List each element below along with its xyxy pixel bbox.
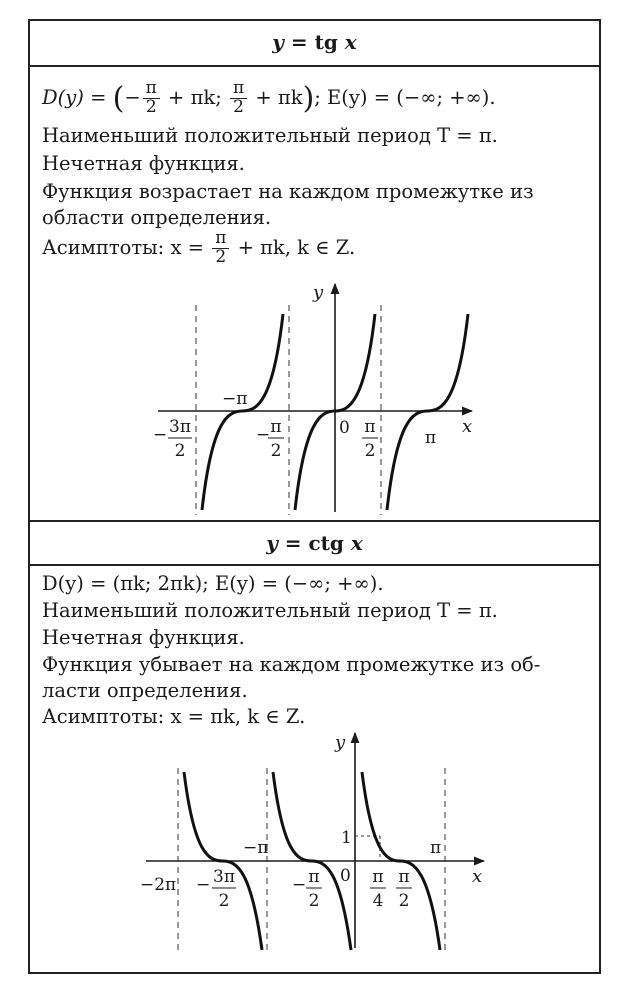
- ctg-tick-pi: π: [430, 838, 442, 858]
- ctg-tick-neg-3pi2-minus: −: [196, 875, 211, 895]
- ctg-monotonic-1: Функция убывает на каждом промежутке из об-: [42, 653, 541, 676]
- ctg-odd: Нечетная функция.: [42, 626, 245, 649]
- tg-tick-neg-pi2-minus: −: [256, 425, 271, 445]
- tg-curve-branch: [387, 314, 468, 510]
- tg-curve-branch: [202, 314, 283, 510]
- tg-period: Наименьший положительный период T = π.: [42, 124, 498, 147]
- tg-origin-label: 0: [339, 418, 350, 438]
- tg-graph: [153, 282, 472, 515]
- tg-x-label: x: [462, 416, 473, 437]
- tg-asymptotes: Асимптоты: x = $\frac{\pi}{2}$ + πk, k ∈ Z.: [42, 228, 356, 267]
- tg-tick-neg-pi2-den: 2: [270, 441, 282, 461]
- tg-domain-line: D(y) = (− $\frac{\pi}{2}$ + πk; $\frac{\pi}{2}$ + πk); E(y) = (−∞; +∞).: [42, 78, 496, 117]
- ctg-tick-neg-2pi: −2π: [140, 875, 177, 895]
- ctg-domain: D(y) = (πk; 2πk); E(y) = (−∞; +∞).: [42, 572, 384, 595]
- tg-tick-pi2-den: 2: [364, 441, 376, 461]
- ctg-asymptotes: Асимптоты: x = πk, k ∈ Z.: [42, 705, 306, 728]
- ctg-tick-neg-pi2-num: π: [308, 867, 320, 887]
- ctg-origin-label: 0: [340, 866, 351, 886]
- tg-tick-neg-3pi2-minus: −: [153, 425, 168, 445]
- tg-tick-neg-pi: −π: [222, 389, 248, 409]
- tg-header: y = tg x: [272, 30, 357, 54]
- tg-y-label: y: [313, 282, 324, 303]
- tg-tick-neg-pi2-num: π: [270, 417, 282, 437]
- ctg-graph: [140, 732, 484, 950]
- ctg-y-label: y: [335, 732, 346, 753]
- ctg-tick-neg-pi2-minus: −: [292, 875, 307, 895]
- ctg-tick-pi2-num: π: [398, 867, 410, 887]
- ctg-monotonic-2: ласти определения.: [42, 679, 248, 702]
- tg-odd: Нечетная функция.: [42, 152, 245, 175]
- ctg-tick-neg-3pi2-num: 3π: [213, 867, 235, 887]
- ctg-tick-neg-3pi2-den: 2: [218, 891, 230, 911]
- tg-monotonic-1: Функция возрастает на каждом промежутке из: [42, 180, 534, 203]
- ctg-tick-neg-pi2-den: 2: [308, 891, 320, 911]
- ctg-x-label: x: [472, 866, 483, 887]
- ctg-tick-pi2-den: 2: [398, 891, 410, 911]
- tg-tick-pi: π: [425, 428, 437, 448]
- ctg-header: y = ctg x: [266, 531, 363, 555]
- ctg-tick-one: 1: [341, 828, 352, 848]
- ctg-tick-pi4-num: π: [372, 867, 384, 887]
- tg-tick-neg-3pi2-den: 2: [174, 441, 186, 461]
- ctg-period: Наименьший положительный период T = π.: [42, 599, 498, 622]
- ctg-tick-neg-pi: −π: [243, 838, 269, 858]
- tg-tick-neg-3pi2-num: 3π: [169, 417, 191, 437]
- tg-tick-pi2-num: π: [364, 417, 376, 437]
- tg-monotonic-2: области определения.: [42, 206, 272, 229]
- ctg-tick-pi4-den: 4: [372, 891, 384, 911]
